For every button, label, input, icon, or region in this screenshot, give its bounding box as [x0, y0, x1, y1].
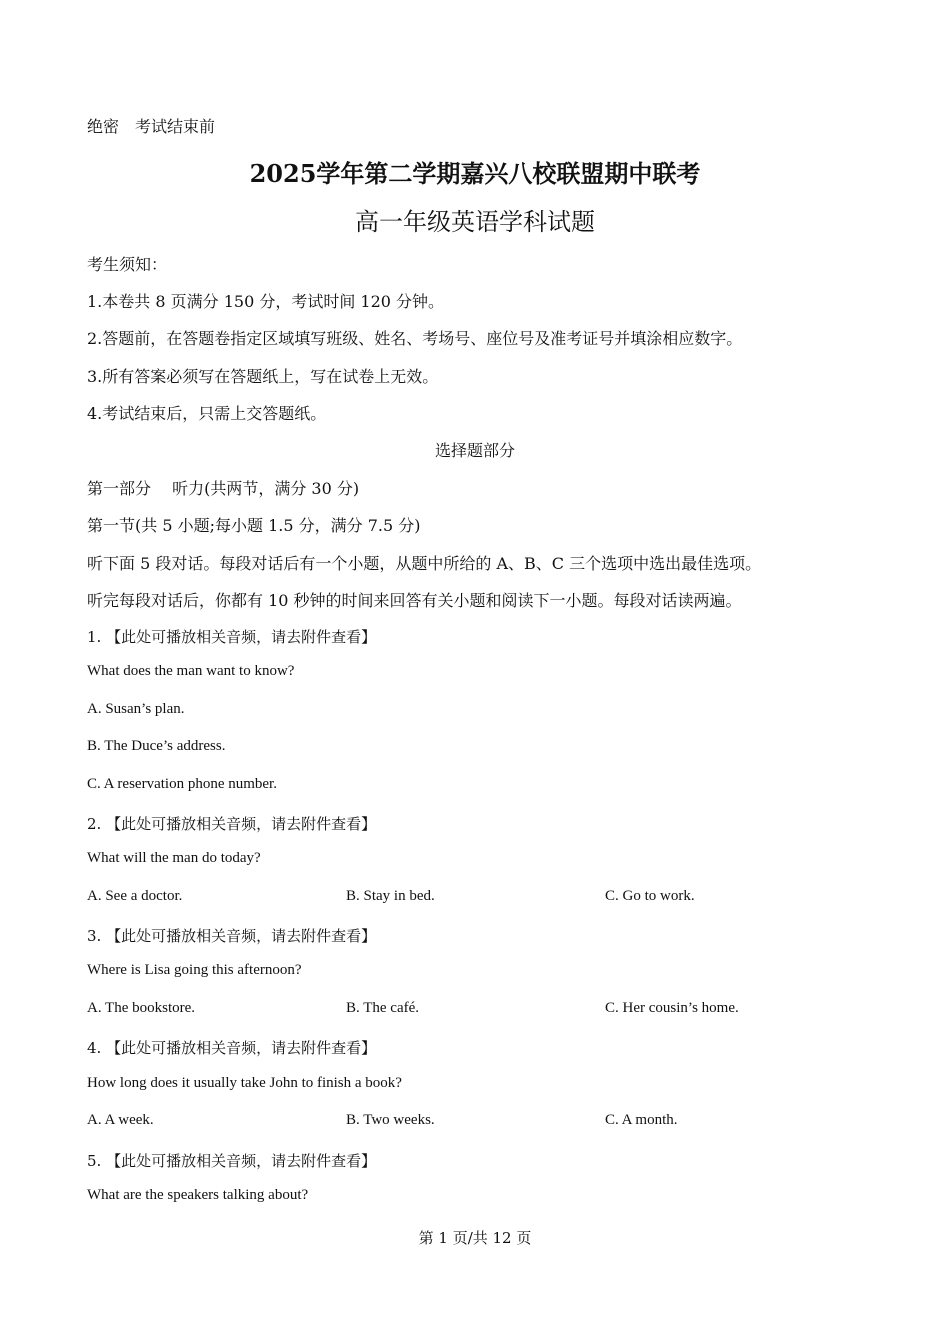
option-2c: C. Go to work.: [605, 888, 695, 904]
page-number: 第 1 页/共 12 页: [418, 1229, 532, 1247]
question-stem-2: What will the man do today?: [87, 850, 261, 866]
option-4a: A. A week.: [87, 1112, 154, 1128]
audio-placeholder-1[interactable]: 1. 【此处可播放相关音频，请去附件查看】: [87, 628, 377, 646]
option-2a: A. See a doctor.: [87, 888, 183, 904]
instruction-line-2: 听完每段对话后，你都有 10 秒钟的时间来回答有关小题和阅读下一小题。每段对话读两遍。: [87, 591, 742, 610]
notice-item-4: 4.考试结束后，只需上交答题纸。: [87, 404, 327, 423]
option-3b: B. The café.: [346, 1000, 420, 1016]
notice-item-2: 2.答题前，在答题卷指定区域填写班级、姓名、考场号、座位号及准考证号并填涂相应数字。: [87, 329, 743, 348]
instruction-line-1: 听下面 5 段对话。每段对话后有一个小题，从题中所给的 A、B、C 三个选项中选出最佳选项。: [87, 554, 762, 573]
question-stem-5: What are the speakers talking about?: [87, 1187, 309, 1203]
option-1a: A. Susan’s plan.: [87, 701, 185, 717]
section-one-heading: 第一节(共 5 小题;每小题 1.5 分，满分 7.5 分): [87, 516, 421, 535]
section-title: 选择题部分: [434, 441, 515, 460]
audio-placeholder-5[interactable]: 5. 【此处可播放相关音频，请去附件查看】: [87, 1152, 377, 1170]
option-4b: B. Two weeks.: [346, 1112, 435, 1128]
option-3a: A. The bookstore.: [87, 1000, 196, 1016]
notice-item-1: 1.本卷共 8 页满分 150 分，考试时间 120 分钟。: [87, 292, 445, 311]
confidential-label: 绝密 考试结束前: [87, 117, 216, 136]
question-stem-4: How long does it usually take John to finish a book?: [87, 1075, 402, 1091]
notice-item-3: 3.所有答案必须写在答题纸上，写在试卷上无效。: [87, 367, 439, 386]
exam-subtitle: 高一年级英语学科试题: [355, 208, 595, 236]
question-stem-1: What does the man want to know?: [87, 663, 295, 679]
option-3c: C. Her cousin’s home.: [605, 1000, 739, 1016]
audio-placeholder-2[interactable]: 2. 【此处可播放相关音频，请去附件查看】: [87, 815, 377, 833]
option-4c: C. A month.: [605, 1112, 678, 1128]
question-stem-3: Where is Lisa going this afternoon?: [87, 962, 302, 978]
exam-title: 2025学年第二学期嘉兴八校联盟期中联考: [249, 159, 701, 188]
notice-heading: 考生须知：: [87, 255, 168, 274]
part-one-heading: 第一部分 听力(共两节，满分 30 分): [87, 479, 360, 498]
option-2b: B. Stay in bed.: [346, 888, 435, 904]
option-1b: B. The Duce’s address.: [87, 738, 226, 754]
audio-placeholder-3[interactable]: 3. 【此处可播放相关音频，请去附件查看】: [87, 927, 377, 945]
audio-placeholder-4[interactable]: 4. 【此处可播放相关音频，请去附件查看】: [87, 1039, 377, 1057]
option-1c: C. A reservation phone number.: [87, 776, 277, 792]
